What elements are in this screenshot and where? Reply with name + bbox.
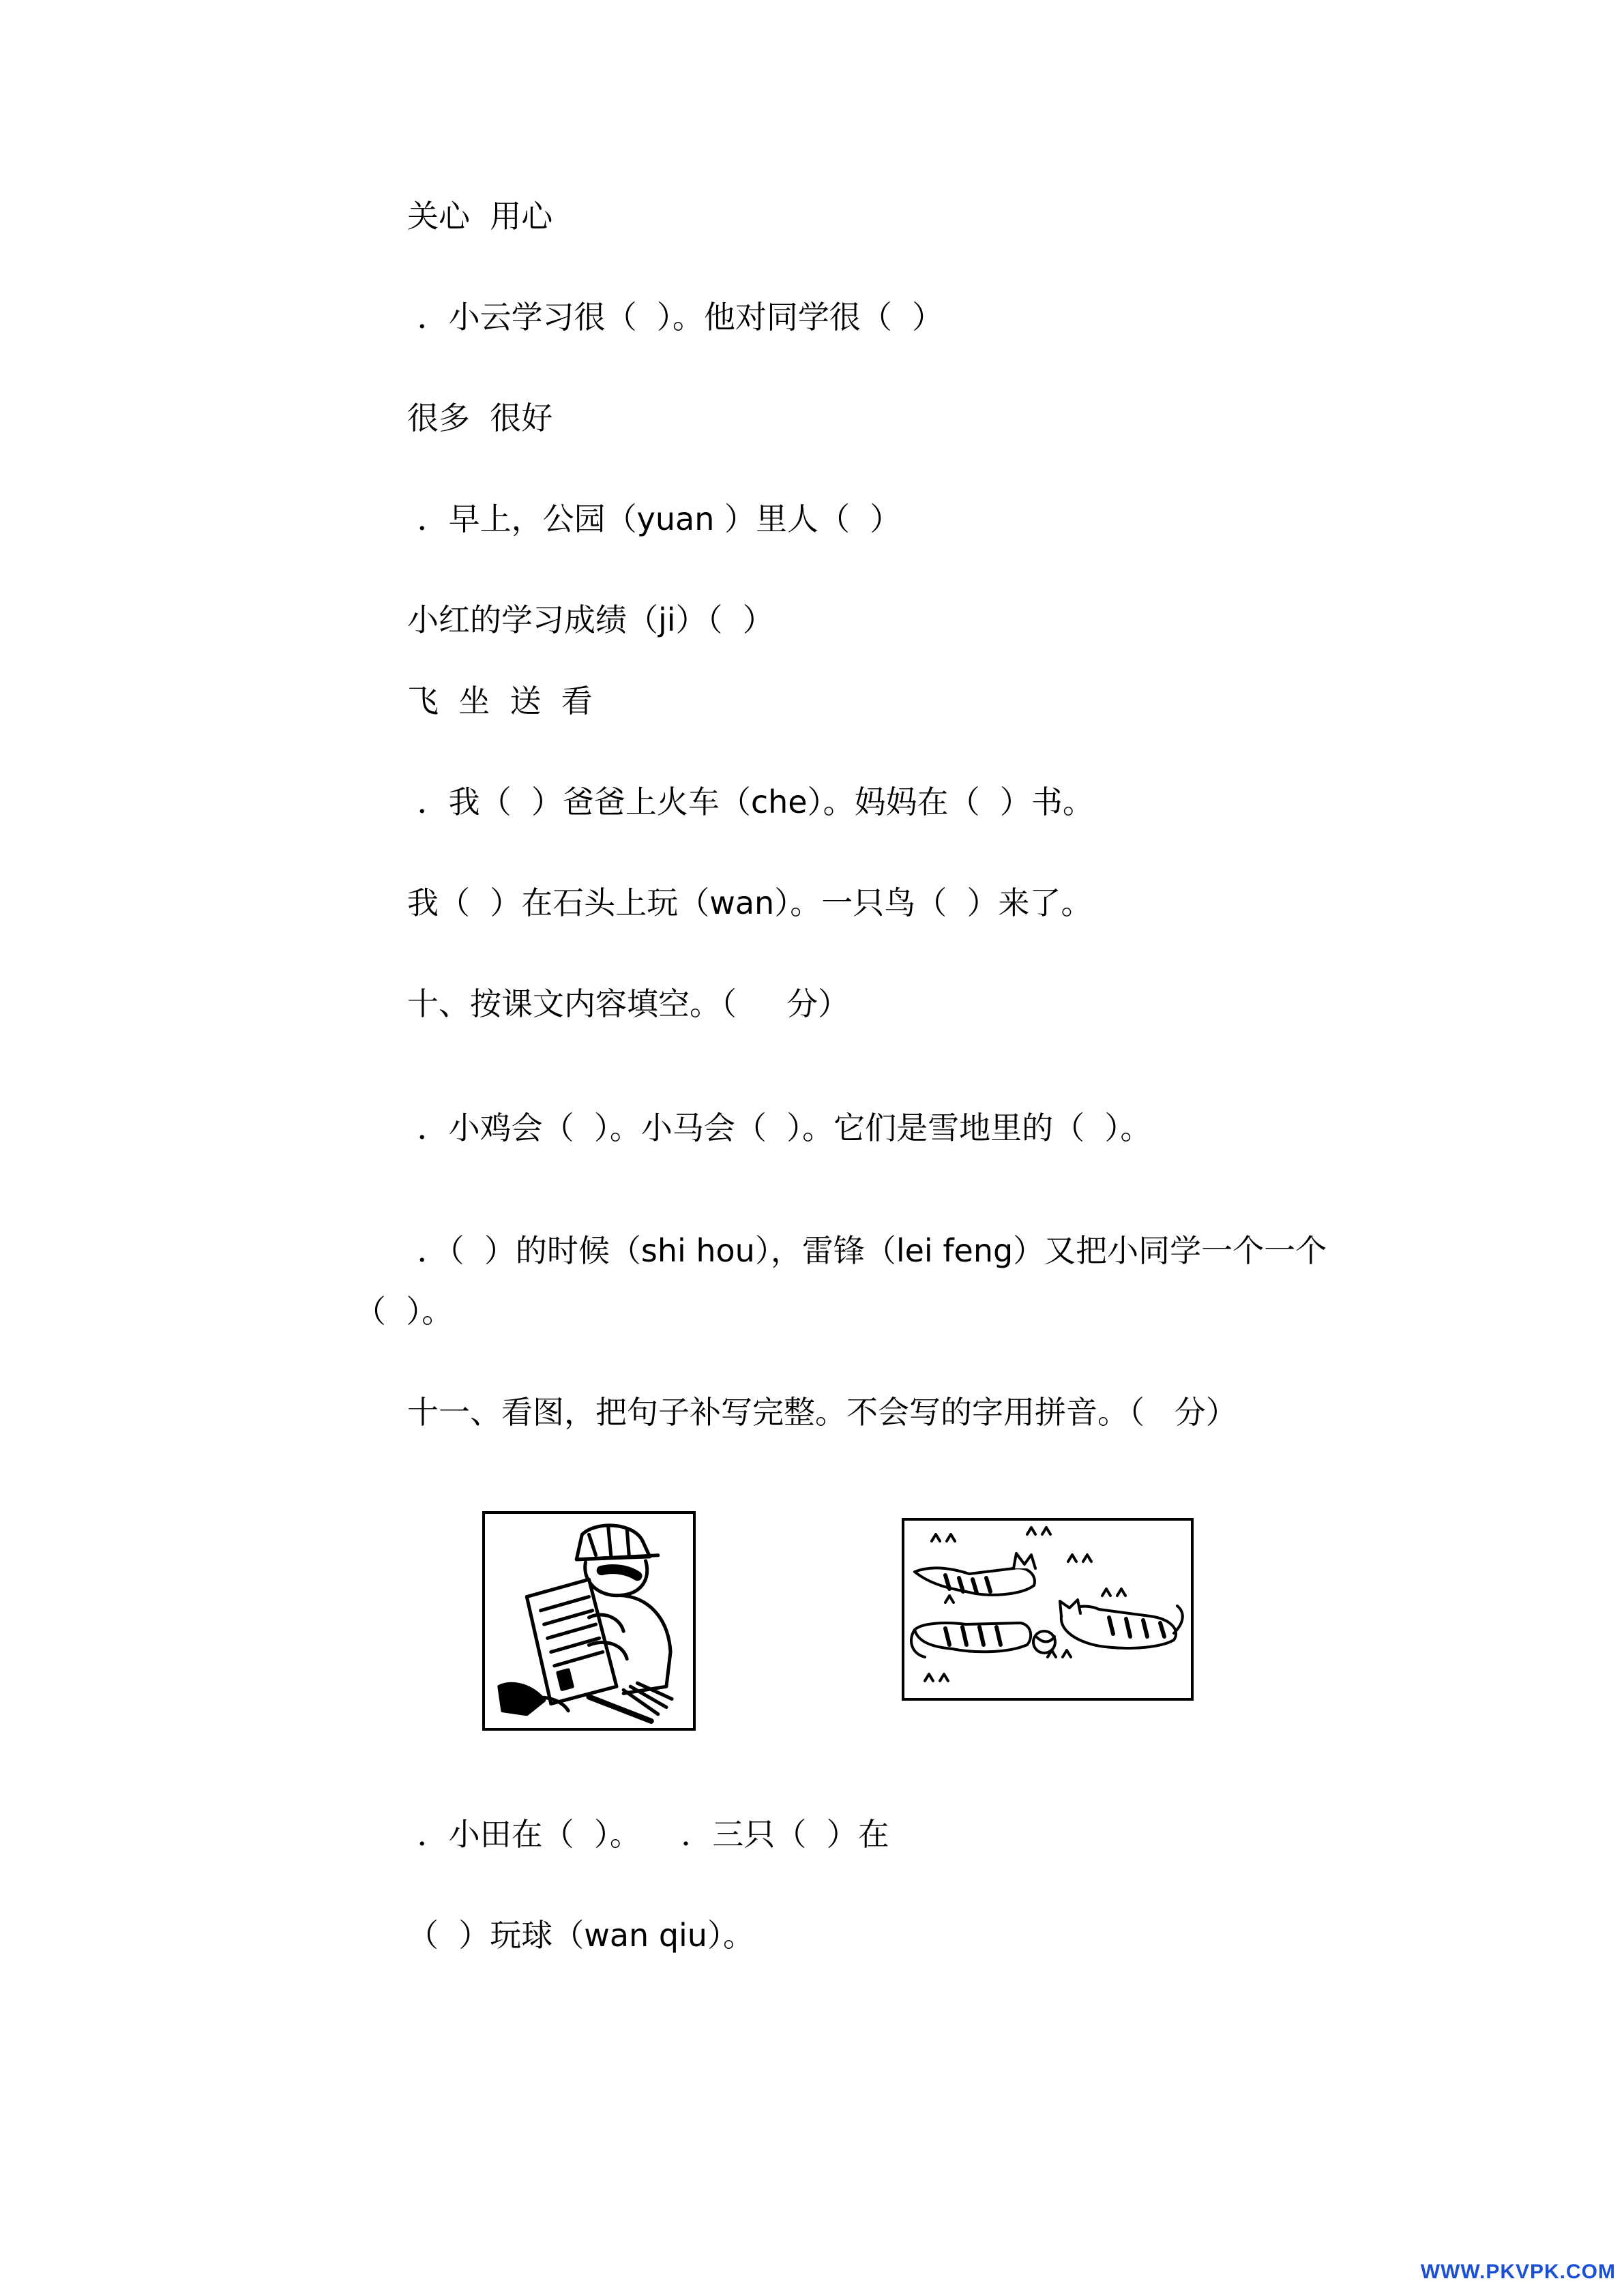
sentence-2: ．早上，公园（yuan ）里人（ ） [407,501,902,537]
sentence-3: 小红的学习成绩（ji）（ ） [407,601,774,638]
sentence-5: 我（ ）在石头上玩（wan）。一只鸟（ ）来了。 [407,884,1093,921]
sentence-4: ．我（ ）爸爸上火车（che）。妈妈在（ ）书。 [407,784,1094,820]
site-watermark: WWW.PKVPK.COM [1420,2261,1616,2283]
three-cats-playing-ball-icon [904,1521,1191,1698]
boy-reading-newspaper-icon [485,1514,693,1728]
sentence-1: ．小云学习很（ ）。他对同学很（ ） [407,299,944,336]
word-choice-2: 很多 很好 [407,400,553,436]
section-11-heading: 十一、看图，把句子补写完整。不会写的字用拼音。（ 分） [407,1394,1237,1431]
section-10-heading: 十、按课文内容填空。（ 分） [407,985,850,1022]
picture-sentence-1: ．小田在（ ）。 ．三只（ ）在 [407,1816,889,1853]
word-choice-1: 关心 用心 [407,198,553,235]
picture-sentence-2: （ ）玩球（wan qiu）。 [407,1917,754,1954]
boy-reading-newspaper-picture [482,1511,696,1731]
sentence-7-continued: （ ）。 [355,1293,454,1330]
word-choice-3: 飞 坐 送 看 [407,683,593,719]
sentence-7: ．（ ）的时候（shi hou），雷锋（lei feng）又把小同学一个一个 [407,1232,1327,1269]
three-cats-picture [902,1518,1194,1701]
sentence-6: ．小鸡会（ ）。小马会（ ）。它们是雪地里的（ ）。 [407,1109,1152,1146]
